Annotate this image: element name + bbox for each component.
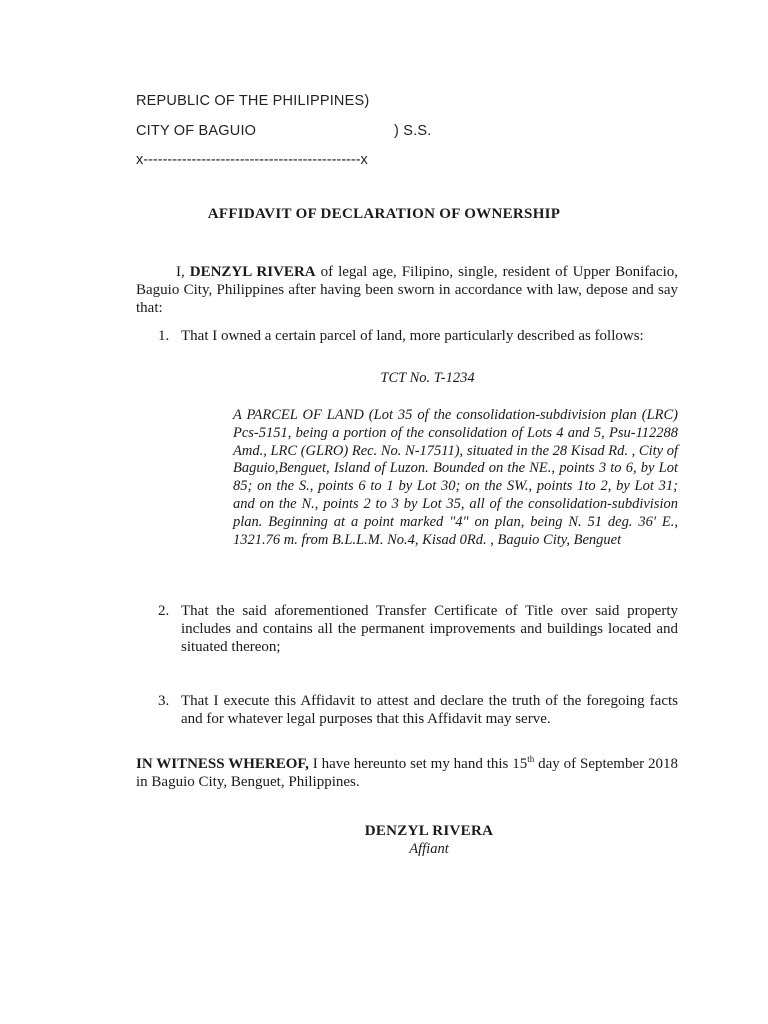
intro-text: of legal age, Filipino, single, resident of Upper Bonifacio, Baguio City, Philippines after having been sworn in accordance with law, depose and say that:	[136, 264, 679, 316]
item-2-text: That the said aforementioned Transfer Certificate of Title over said property includes and contains all the permanent improvements and buildings located and situated thereon;	[181, 603, 678, 655]
witness-lead: IN WITNESS WHEREOF,	[136, 756, 309, 772]
item-1-text: That I owned a certain parcel of land, more particularly described as follows:	[181, 328, 644, 344]
item-1-number: 1.	[158, 328, 170, 344]
tct-number: TCT No. T-1234	[380, 370, 475, 386]
intro-prefix: I,	[176, 264, 190, 280]
signature-role: Affiant	[409, 841, 449, 857]
header-separator: x---------------------------------------------x	[136, 152, 368, 168]
affiant-name: DENZYL RIVERA	[189, 264, 316, 280]
item-3-text: That I execute this Affidavit to attest and declare the truth of the foregoing facts and for whatever legal purposes that this Affidavit may serve.	[181, 693, 678, 727]
land-description: A PARCEL OF LAND (Lot 35 of the consolidation-subdivision plan (LRC) Pcs-5151, being a portion of the consolidation of Lots 4 and 5, Psu-112288 Amd., LRC (GLRO) Rec. No. N-17511), situated in the 28 Kisad Rd. , City of Baguio,Benguet, Island of Luzon. Bounded on the NE., points 3 to 6, by Lot 85; on the S., points 6 to 1 by Lot 30; on the SW., points 1to 2, by Lot 31; and on the N., points 2 to 3 by Lot 35, all of the consolidation-subdivision plan. Beginning at a point marked "4" on plan, being N. 51 deg. 36' E., 1321.76 m. from B.L.L.M. No.4, Kisad 0Rd. , Baguio City, Benguet	[233, 407, 678, 548]
intro-paragraph	[136, 263, 678, 317]
witness-text-2: day of September 2018 in Baguio City, Benguet, Philippines.	[136, 756, 678, 790]
signature-name: DENZYL RIVERA	[364, 823, 494, 839]
header-city: CITY OF BAGUIO	[136, 123, 257, 139]
witness-paragraph	[136, 755, 678, 791]
witness-sup: th	[527, 754, 535, 764]
item-2-number: 2.	[158, 603, 170, 619]
header-ss: ) S.S.	[394, 123, 432, 139]
witness-text-1: I have hereunto set my hand this 15	[308, 756, 528, 772]
header-republic: REPUBLIC OF THE PHILIPPINES)	[136, 93, 370, 109]
document-title: AFFIDAVIT OF DECLARATION OF OWNERSHIP	[207, 206, 561, 222]
item-3-number: 3.	[158, 693, 170, 709]
